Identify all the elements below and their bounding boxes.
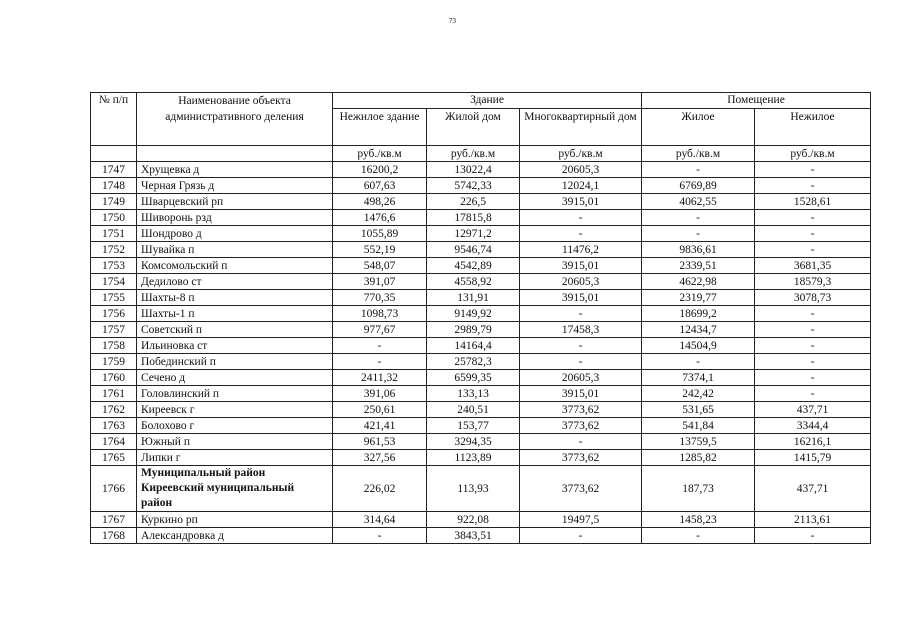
row-name: Шахты-8 п [137,290,333,306]
value-residential-house: 17815,8 [427,210,520,226]
value-apartment-building: - [520,306,642,322]
value-nonresidential: 3078,73 [755,290,871,306]
value-residential: 4062,55 [642,194,755,210]
value-residential: 2339,51 [642,258,755,274]
value-nonresidential: - [755,178,871,194]
value-residential: - [642,210,755,226]
row-number: 1760 [91,370,137,386]
value-residential: 18699,2 [642,306,755,322]
value-nonresidential-building: 391,07 [333,274,427,290]
value-nonresidential-building: 391,06 [333,386,427,402]
value-nonresidential-building: 314,64 [333,512,427,528]
header-name: Наименование объекта административного деления [137,93,333,146]
table-row [91,162,871,178]
header-nonresidential: Нежилое [755,109,871,146]
value-residential-house: 1123,89 [427,450,520,466]
row-number: 1759 [91,354,137,370]
value-residential-house: 133,13 [427,386,520,402]
value-nonresidential: 16216,1 [755,434,871,450]
value-nonresidential-building: 250,61 [333,402,427,418]
value-nonresidential: - [755,386,871,402]
row-name: Сечено д [137,370,333,386]
value-nonresidential: - [755,338,871,354]
value-residential-house: 12971,2 [427,226,520,242]
value-nonresidential: 3681,35 [755,258,871,274]
row-name: Шувайка п [137,242,333,258]
header-building: Здание [333,93,642,109]
value-nonresidential: 2113,61 [755,512,871,528]
table-row [91,370,871,386]
value-apartment-building: - [520,210,642,226]
row-name: Шиворонь рзд [137,210,333,226]
row-number: 1748 [91,178,137,194]
table-row [91,210,871,226]
row-name: Дедилово ст [137,274,333,290]
unit-name-blank [137,146,333,162]
row-number: 1749 [91,194,137,210]
value-nonresidential: - [755,306,871,322]
table-row [91,258,871,274]
row-name: Хрущевка д [137,162,333,178]
value-residential: 1458,23 [642,512,755,528]
table-row [91,466,871,512]
value-residential-house: 14164,4 [427,338,520,354]
row-number: 1753 [91,258,137,274]
value-nonresidential-building: 961,53 [333,434,427,450]
value-apartment-building: - [520,338,642,354]
value-residential-house: 2989,79 [427,322,520,338]
value-nonresidential: - [755,210,871,226]
table-row [91,322,871,338]
value-nonresidential-building: 770,35 [333,290,427,306]
value-residential: 13759,5 [642,434,755,450]
row-number: 1747 [91,162,137,178]
value-apartment-building: 20605,3 [520,162,642,178]
row-name: Головлинский п [137,386,333,402]
value-residential: 2319,77 [642,290,755,306]
table-body [91,162,871,544]
value-residential: 6769,89 [642,178,755,194]
value-residential-house: 153,77 [427,418,520,434]
row-number: 1761 [91,386,137,402]
row-number: 1762 [91,402,137,418]
value-residential-house: 4558,92 [427,274,520,290]
value-nonresidential: - [755,162,871,178]
unit-label: руб./кв.м [333,146,427,162]
header-num: № п/п [91,93,137,146]
row-number: 1768 [91,528,137,544]
table-row [91,290,871,306]
value-apartment-building: 20605,3 [520,370,642,386]
value-nonresidential: 1528,61 [755,194,871,210]
unit-label: руб./кв.м [520,146,642,162]
value-nonresidential: 437,71 [755,402,871,418]
value-nonresidential-building: 548,07 [333,258,427,274]
row-name: Куркино рп [137,512,333,528]
row-number: 1757 [91,322,137,338]
row-name: Шахты-1 п [137,306,333,322]
header-apartment-building: Многоквартирный дом [520,109,642,146]
value-nonresidential-building: 16200,2 [333,162,427,178]
value-nonresidential-building: - [333,338,427,354]
row-name: Советский п [137,322,333,338]
value-nonresidential-building: 226,02 [333,466,427,512]
value-apartment-building: 3773,62 [520,402,642,418]
value-nonresidential: - [755,370,871,386]
row-number: 1754 [91,274,137,290]
value-residential-house: 5742,33 [427,178,520,194]
value-nonresidential-building: - [333,528,427,544]
value-nonresidential: 3344,4 [755,418,871,434]
value-residential-house: 922,08 [427,512,520,528]
row-number: 1755 [91,290,137,306]
value-residential-house: 9546,74 [427,242,520,258]
row-number: 1756 [91,306,137,322]
table-row [91,354,871,370]
cadastral-value-table [90,92,871,544]
table-row [91,194,871,210]
page-number: 73 [449,17,456,25]
value-residential: 4622,98 [642,274,755,290]
value-nonresidential: 18579,3 [755,274,871,290]
value-apartment-building: 3915,01 [520,258,642,274]
value-nonresidential: - [755,226,871,242]
value-residential: 541,84 [642,418,755,434]
header-premises: Помещение [642,93,871,109]
value-residential: - [642,354,755,370]
table-row [91,338,871,354]
row-name: Черная Грязь д [137,178,333,194]
unit-label: руб./кв.м [642,146,755,162]
value-residential: 7374,1 [642,370,755,386]
value-residential: 12434,7 [642,322,755,338]
row-number: 1758 [91,338,137,354]
row-number: 1763 [91,418,137,434]
value-nonresidential-building: 1055,89 [333,226,427,242]
row-name: Комсомольский п [137,258,333,274]
value-residential-house: 6599,35 [427,370,520,386]
row-name: Киреевск г [137,402,333,418]
value-residential-house: 113,93 [427,466,520,512]
row-name: Муниципальный район Киреевский муниципальный район [137,466,333,512]
value-residential-house: 131,91 [427,290,520,306]
value-residential: 1285,82 [642,450,755,466]
unit-label: руб./кв.м [427,146,520,162]
table-row [91,274,871,290]
row-number: 1750 [91,210,137,226]
value-nonresidential-building: 327,56 [333,450,427,466]
value-nonresidential-building: 552,19 [333,242,427,258]
unit-label: руб./кв.м [755,146,871,162]
value-residential: - [642,528,755,544]
row-number: 1752 [91,242,137,258]
value-nonresidential-building: 498,26 [333,194,427,210]
table-row [91,226,871,242]
value-nonresidential: - [755,354,871,370]
value-nonresidential-building: 607,63 [333,178,427,194]
table-row [91,434,871,450]
value-nonresidential: - [755,322,871,338]
value-residential-house: 9149,92 [427,306,520,322]
header-nonresidential-building: Нежилое здание [333,109,427,146]
table-row [91,178,871,194]
table-row [91,306,871,322]
value-apartment-building: - [520,226,642,242]
value-apartment-building: 19497,5 [520,512,642,528]
row-name: Александровка д [137,528,333,544]
row-number: 1766 [91,466,137,512]
header-residential-house: Жилой дом [427,109,520,146]
value-apartment-building: 11476,2 [520,242,642,258]
value-nonresidential-building: - [333,354,427,370]
row-name: Липки г [137,450,333,466]
value-apartment-building: - [520,354,642,370]
value-apartment-building: 3915,01 [520,386,642,402]
table-row [91,512,871,528]
row-name: Шварцевский рп [137,194,333,210]
value-nonresidential: 1415,79 [755,450,871,466]
table-row [91,450,871,466]
value-residential: 531,65 [642,402,755,418]
value-nonresidential: 437,71 [755,466,871,512]
value-nonresidential: - [755,528,871,544]
header-residential: Жилое [642,109,755,146]
table-row [91,242,871,258]
value-apartment-building: 3915,01 [520,194,642,210]
value-residential: - [642,162,755,178]
row-number: 1767 [91,512,137,528]
value-residential: 242,42 [642,386,755,402]
value-nonresidential-building: 977,67 [333,322,427,338]
value-nonresidential-building: 2411,32 [333,370,427,386]
row-name: Южный п [137,434,333,450]
row-number: 1751 [91,226,137,242]
row-number: 1765 [91,450,137,466]
value-nonresidential-building: 421,41 [333,418,427,434]
value-apartment-building: 17458,3 [520,322,642,338]
value-apartment-building: 12024,1 [520,178,642,194]
value-apartment-building: 3773,62 [520,450,642,466]
value-apartment-building: - [520,528,642,544]
table-row [91,418,871,434]
value-nonresidential-building: 1098,73 [333,306,427,322]
unit-num-blank [91,146,137,162]
value-residential: 9836,61 [642,242,755,258]
value-residential-house: 3294,35 [427,434,520,450]
row-name: Шондрово д [137,226,333,242]
table-row [91,528,871,544]
value-apartment-building: 20605,3 [520,274,642,290]
row-name: Ильиновка ст [137,338,333,354]
value-residential-house: 3843,51 [427,528,520,544]
value-apartment-building: 3773,62 [520,466,642,512]
value-nonresidential: - [755,242,871,258]
value-residential: - [642,226,755,242]
value-nonresidential-building: 1476,6 [333,210,427,226]
table-row [91,402,871,418]
value-residential-house: 25782,3 [427,354,520,370]
table-row [91,386,871,402]
value-residential-house: 13022,4 [427,162,520,178]
value-residential-house: 4542,89 [427,258,520,274]
row-number: 1764 [91,434,137,450]
value-apartment-building: 3773,62 [520,418,642,434]
value-residential-house: 240,51 [427,402,520,418]
value-residential: 14504,9 [642,338,755,354]
row-name: Побединский п [137,354,333,370]
value-apartment-building: 3915,01 [520,290,642,306]
value-residential-house: 226,5 [427,194,520,210]
value-residential: 187,73 [642,466,755,512]
row-name: Болохово г [137,418,333,434]
value-apartment-building: - [520,434,642,450]
